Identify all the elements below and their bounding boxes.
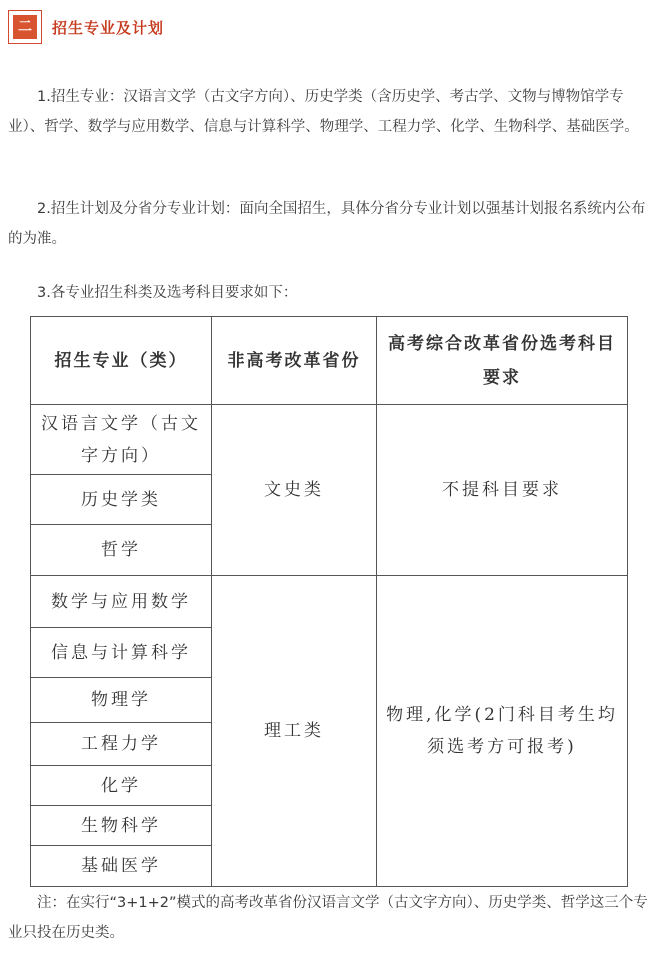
major-cell: 基础医学 [31, 846, 212, 887]
major-cell: 生物科学 [31, 806, 212, 846]
major-cell: 历史学类 [31, 475, 212, 525]
admission-requirements-table [30, 316, 628, 887]
requirement-cell: 不提科目要求 [377, 405, 628, 576]
major-cell: 信息与计算科学 [31, 628, 212, 678]
table-header-row [31, 317, 628, 405]
section-number: 二 [13, 15, 37, 39]
major-cell: 哲学 [31, 525, 212, 576]
paragraph-requirements-intro: 3.各专业招生科类及选考科目要求如下： [37, 285, 298, 301]
paragraph-plan: 2.招生计划及分省分专业计划：面向全国招生，具体分省分专业计划以强基计划报名系统内公布的为准。 [8, 201, 646, 247]
table-row [31, 405, 628, 475]
footnote: 注：在实行“3+1+2”模式的高考改革省份汉语言文学（古文字方向）、历史学类、哲学这三个专业只投在历史类。 [8, 895, 648, 941]
section-header [8, 7, 164, 47]
major-cell: 汉语言文学（古文字方向） [31, 405, 212, 475]
major-cell: 化学 [31, 766, 212, 806]
major-cell: 物理学 [31, 678, 212, 723]
header-non-reform: 非高考改革省份 [212, 317, 377, 405]
table-row [31, 576, 628, 628]
header-reform: 高考综合改革省份选考科目要求 [377, 317, 628, 405]
category-cell: 文史类 [212, 405, 377, 576]
section-title: 招生专业及计划 [52, 18, 165, 37]
paragraph-majors: 1.招生专业：汉语言文学（古文字方向）、历史学类（含历史学、考古学、文物与博物馆学专业）、哲学、数学与应用数学、信息与计算科学、物理学、工程力学、化学、生物科学、基础医学。 [8, 89, 639, 135]
requirement-cell: 物理,化学(2门科目考生均须选考方可报考) [377, 576, 628, 887]
major-cell: 工程力学 [31, 723, 212, 766]
major-cell: 数学与应用数学 [31, 576, 212, 628]
category-cell: 理工类 [212, 576, 377, 887]
header-major: 招生专业（类） [31, 317, 212, 405]
section-number-badge [8, 10, 42, 44]
